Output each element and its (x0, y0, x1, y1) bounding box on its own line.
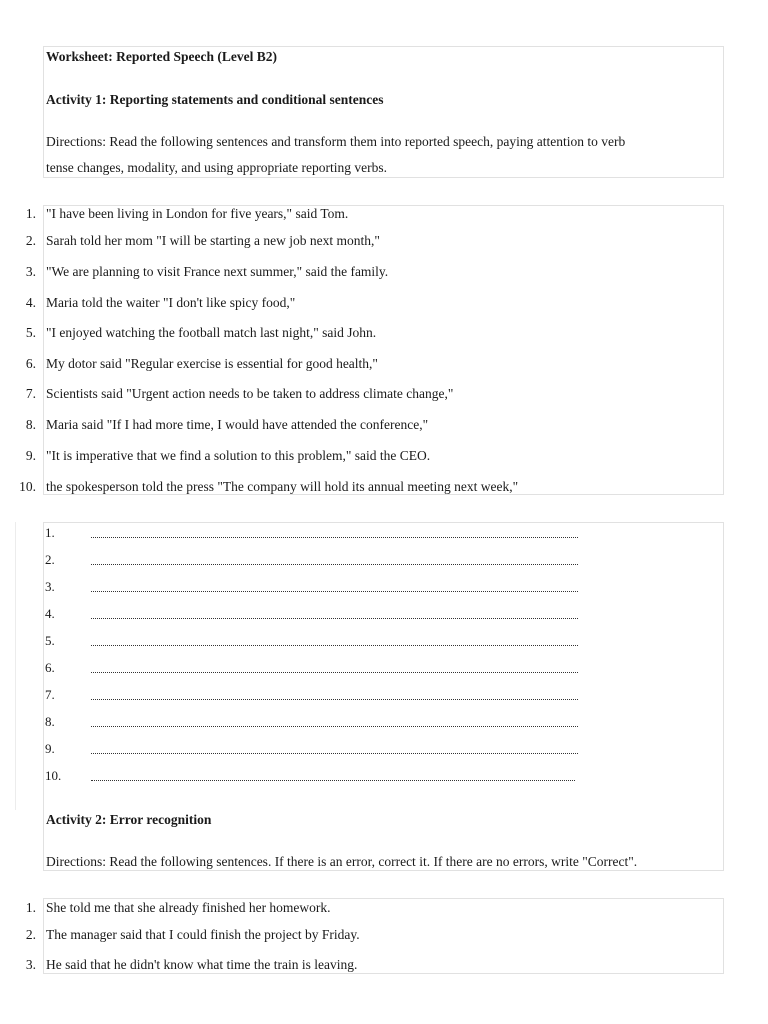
answer-number: 4. (45, 606, 55, 621)
answer-number: 1. (45, 525, 55, 540)
error-sentence-number: 2. (25, 927, 36, 942)
sentence-text: My dotor said "Regular exercise is essential for good health," (46, 356, 378, 371)
answer-line[interactable] (91, 564, 578, 565)
answer-line[interactable] (91, 591, 578, 592)
activity2-directions: Directions: Read the following sentences. If there is an error, correct it. If there are no errors, write "Correct". (46, 854, 638, 869)
error-sentence-text: He said that he didn't know what time the train is leaving. (46, 957, 358, 972)
sentence-number: 1. (25, 206, 36, 221)
error-sentence-number: 3. (25, 957, 36, 972)
answer-number: 3. (45, 579, 55, 594)
sentence-text: Scientists said "Urgent action needs to be taken to address climate change," (46, 386, 454, 401)
sentence-number: 10. (19, 479, 36, 494)
answer-number: 8. (45, 714, 55, 729)
sentence-text: Sarah told her mom "I will be starting a new job next month," (46, 233, 380, 248)
error-sentence-text: She told me that she already finished her homework. (46, 900, 331, 915)
answer-line[interactable] (91, 699, 578, 700)
error-sentence-text: The manager said that I could finish the project by Friday. (46, 927, 360, 942)
answer-line[interactable] (91, 726, 578, 727)
sentence-text: "We are planning to visit France next summer," said the family. (46, 264, 389, 279)
answer-line[interactable] (91, 672, 578, 673)
header-box (43, 46, 724, 178)
answer-number: 7. (45, 687, 55, 702)
answer-number: 10. (45, 768, 62, 783)
activity1-heading: Activity 1: Reporting statements and conditional sentences (46, 92, 384, 107)
answer-number: 6. (45, 660, 55, 675)
activity1-directions-line1: Directions: Read the following sentences and transform them into reported speech, paying attention to verb (46, 134, 626, 149)
sentence-text: Maria said "If I had more time, I would have attended the conference," (46, 417, 429, 432)
sentence-number: 6. (25, 356, 36, 371)
sentence-number: 4. (25, 295, 36, 310)
sentence-text: "It is imperative that we find a solution to this problem," said the CEO. (46, 448, 431, 463)
answer-line[interactable] (91, 753, 578, 754)
sentence-number: 2. (25, 233, 36, 248)
answer-line[interactable] (91, 618, 578, 619)
sentence-number: 5. (25, 325, 36, 340)
activity2-heading: Activity 2: Error recognition (46, 812, 212, 827)
worksheet-title: Worksheet: Reported Speech (Level B2) (46, 49, 277, 64)
sentence-number: 8. (25, 417, 36, 432)
sentence-text: "I have been living in London for five years," said Tom. (46, 206, 349, 221)
sentence-text: Maria told the waiter "I don't like spicy food," (46, 295, 296, 310)
sentence-text: "I enjoyed watching the football match last night," said John. (46, 325, 377, 340)
answer-line[interactable] (91, 780, 575, 781)
answer-number: 5. (45, 633, 55, 648)
sentence-number: 9. (25, 448, 36, 463)
answer-line[interactable] (91, 645, 578, 646)
answer-number: 2. (45, 552, 55, 567)
activity1-directions-line2: tense changes, modality, and using appropriate reporting verbs. (46, 160, 388, 175)
sentence-number: 7. (25, 386, 36, 401)
answer-number: 9. (45, 741, 55, 756)
answer-line[interactable] (91, 537, 578, 538)
error-sentence-number: 1. (25, 900, 36, 915)
margin-rule (15, 522, 16, 810)
sentence-number: 3. (25, 264, 36, 279)
sentence-text: the spokesperson told the press "The company will hold its annual meeting next week," (46, 479, 519, 494)
